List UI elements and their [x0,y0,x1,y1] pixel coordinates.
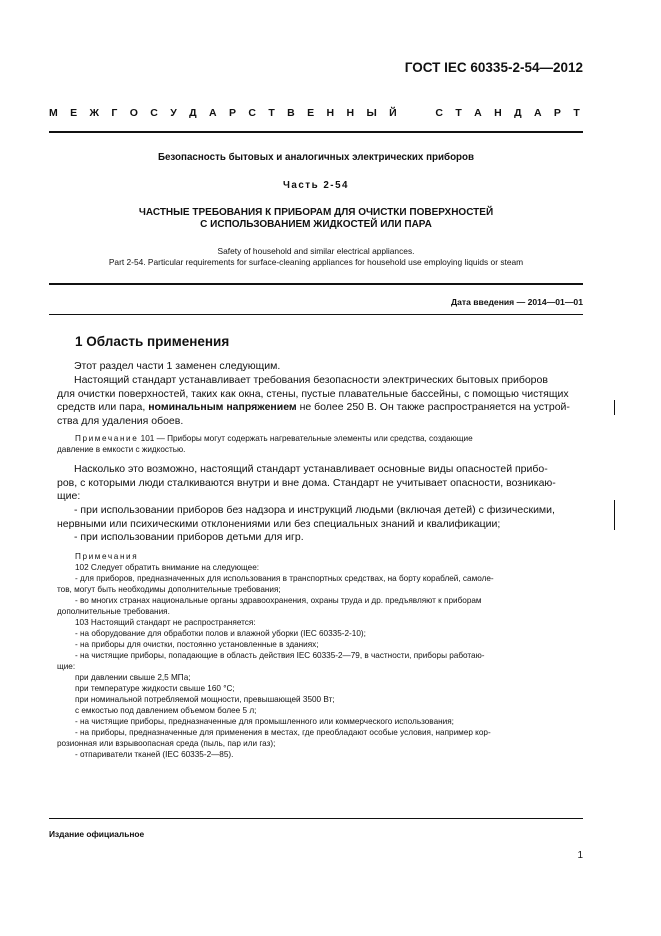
general-title: Безопасность бытовых и аналогичных электрических приборов [157,152,475,163]
note-item: - во многих странах национальные органы здравоохранения, охраны труда и др. предъявляют к приборам [75,596,482,605]
banner-letter: С [150,107,158,119]
paragraph-text: не более 250 В. Он также распространяется на устрой- [296,401,570,413]
special-title [49,207,583,231]
banner-letter: Н [326,107,335,119]
banner-letter: А [209,107,217,119]
paragraph-hazards [57,463,583,504]
special-title-line: С ИСПОЛЬЗОВАНИЕМ ЖИДКОСТЕЙ ИЛИ ПАРА [200,219,432,230]
document-code: ГОСТ IEC 60335-2-54—2012 [404,60,583,75]
edition-label: Издание официальное [49,829,145,839]
note-item: - на приборы, предназначенные для применения в местах, где преобладают особые условия, например кор- [75,728,491,737]
title-rule [49,283,583,285]
note-item: - на чистящие приборы, предназначенные для промышленного или коммерческого использования; [75,717,454,726]
page-number: 1 [577,850,583,861]
banner-letter: Н [494,107,502,119]
paragraph-text: Насколько это возможно, настоящий стандарт устанавливает основные виды опасностей прибо- [74,463,548,475]
paragraph-text: средств или пара, [57,401,149,413]
note-item: дополнительные требования. [57,607,170,616]
banner-letter: Р [553,107,561,119]
note-item: тов, могут быть необходимы дополнительные требования; [57,585,281,594]
banner-letter: Й [389,107,397,119]
note-subitem: при давлении свыше 2,5 МПа; [75,673,191,682]
banner-word-gap [409,107,423,119]
english-title [49,246,583,268]
banner-letter: Е [70,107,78,119]
note-title: 103 Настоящий стандарт не распространяется: [75,618,256,627]
banner-letter: М [49,107,58,119]
paragraph-text: Настоящий стандарт устанавливает требования безопасности электрических бытовых приборов [74,374,548,386]
change-bar [614,500,615,530]
note-subitem: при номинальной потребляемой мощности, превышающей 3500 Вт; [75,695,335,704]
introduction-date: Дата введения — 2014—01—01 [450,297,583,307]
banner-letter: С [435,107,443,119]
banner-letter: Д [514,107,522,119]
hazard-list [57,504,583,545]
defined-term: номинальным напряжением [148,401,297,413]
banner-letter: Г [111,107,118,119]
banner-letter: Е [307,107,315,119]
note-item: - для приборов, предназначенных для использования в транспортных средствах, на борту кораблей, самоле- [75,574,494,583]
english-title-line: Safety of household and similar electrical appliances. [217,246,415,256]
note-item: - на чистящие приборы, попадающие в область действия IEC 60335-2—79, в частности, приборы работаю- [75,651,485,660]
banner-letter: Т [573,107,580,119]
banner-letter: Д [189,107,197,119]
note-subitem: при температуре жидкости свыше 160 °С; [75,684,235,693]
change-bar [614,400,615,415]
banner-letter: О [129,107,138,119]
banner-letter: А [533,107,542,119]
banner-letter: У [170,107,177,119]
special-title-line: ЧАСТНЫЕ ТРЕБОВАНИЯ К ПРИБОРАМ ДЛЯ ОЧИСТКИ ПОВЕРХНОСТЕЙ [138,207,494,218]
notes-label: Примечания [75,552,139,561]
paragraph-replaced [57,360,583,374]
note-101 [57,433,583,455]
note-item: - отпариватели тканей (IEC 60335-2—85). [75,750,234,759]
banner-letter: А [474,107,482,119]
footer-rule [49,818,583,819]
paragraph-text: щие: [57,490,81,502]
paragraph-text: Этот раздел части 1 заменен следующим. [74,360,281,372]
paragraph-text: ров, с которыми люди сталкиваются внутри и вне дома. Стандарт не учитывает опасности, возникаю- [57,476,556,489]
list-item: - при использовании приборов без надзора и инструкций людьми (включая детей) с физическими, [74,504,555,516]
paragraph-text: ства для удаления обоев. [57,414,184,427]
note-title: 102 Следует обратить внимание на следующее: [75,563,260,572]
list-item: нервными или психическими отклонениями или без специальных знаний и квалификации; [57,517,501,530]
notes-block [57,562,583,760]
banner-letter: Н [346,107,355,119]
note-item: щие: [57,662,76,671]
note-item: - на оборудование для обработки полов и влажной уборки (IEC 60335-2-10); [75,629,366,638]
header-rule [49,131,583,133]
section-heading: 1 Область применения [75,334,230,349]
note-item: - на приборы для очистки, постоянно установленные в зданиях; [75,640,319,649]
banner-letter: Р [228,107,236,119]
list-item: - при использовании приборов детьми для игр. [74,531,304,543]
banner-letter: Т [455,107,462,119]
note-subitem: с емкостью под давлением объемом более 5 л; [75,706,257,715]
banner-letter: Т [268,107,275,119]
paragraph-text: для очистки поверхностей, таких как окна, стены, пустые плавательные бассейны, с помощью чистящих [57,387,569,400]
banner-letter: С [248,107,256,119]
note-label: Примечание [75,434,139,443]
banner-letter: Ы [366,107,377,119]
banner-letter: В [287,107,295,119]
note-item: розионная или взрывоопасная среда (пыль, пар или газ); [57,739,276,748]
paragraph-scope [57,374,583,428]
banner-letter: Ж [89,107,100,119]
interstate-standard-banner [49,107,580,119]
english-title-line: Part 2-54. Particular requirements for surface-cleaning appliances for household use employing liquids or steam [108,257,524,267]
note-text: давление в емкости с жидкостью. [57,445,186,454]
note-text: 101 — Приборы могут содержать нагревательные элементы или средства, создающие [138,434,473,443]
part-label: Часть 2-54 [283,180,349,191]
date-rule [49,314,583,315]
